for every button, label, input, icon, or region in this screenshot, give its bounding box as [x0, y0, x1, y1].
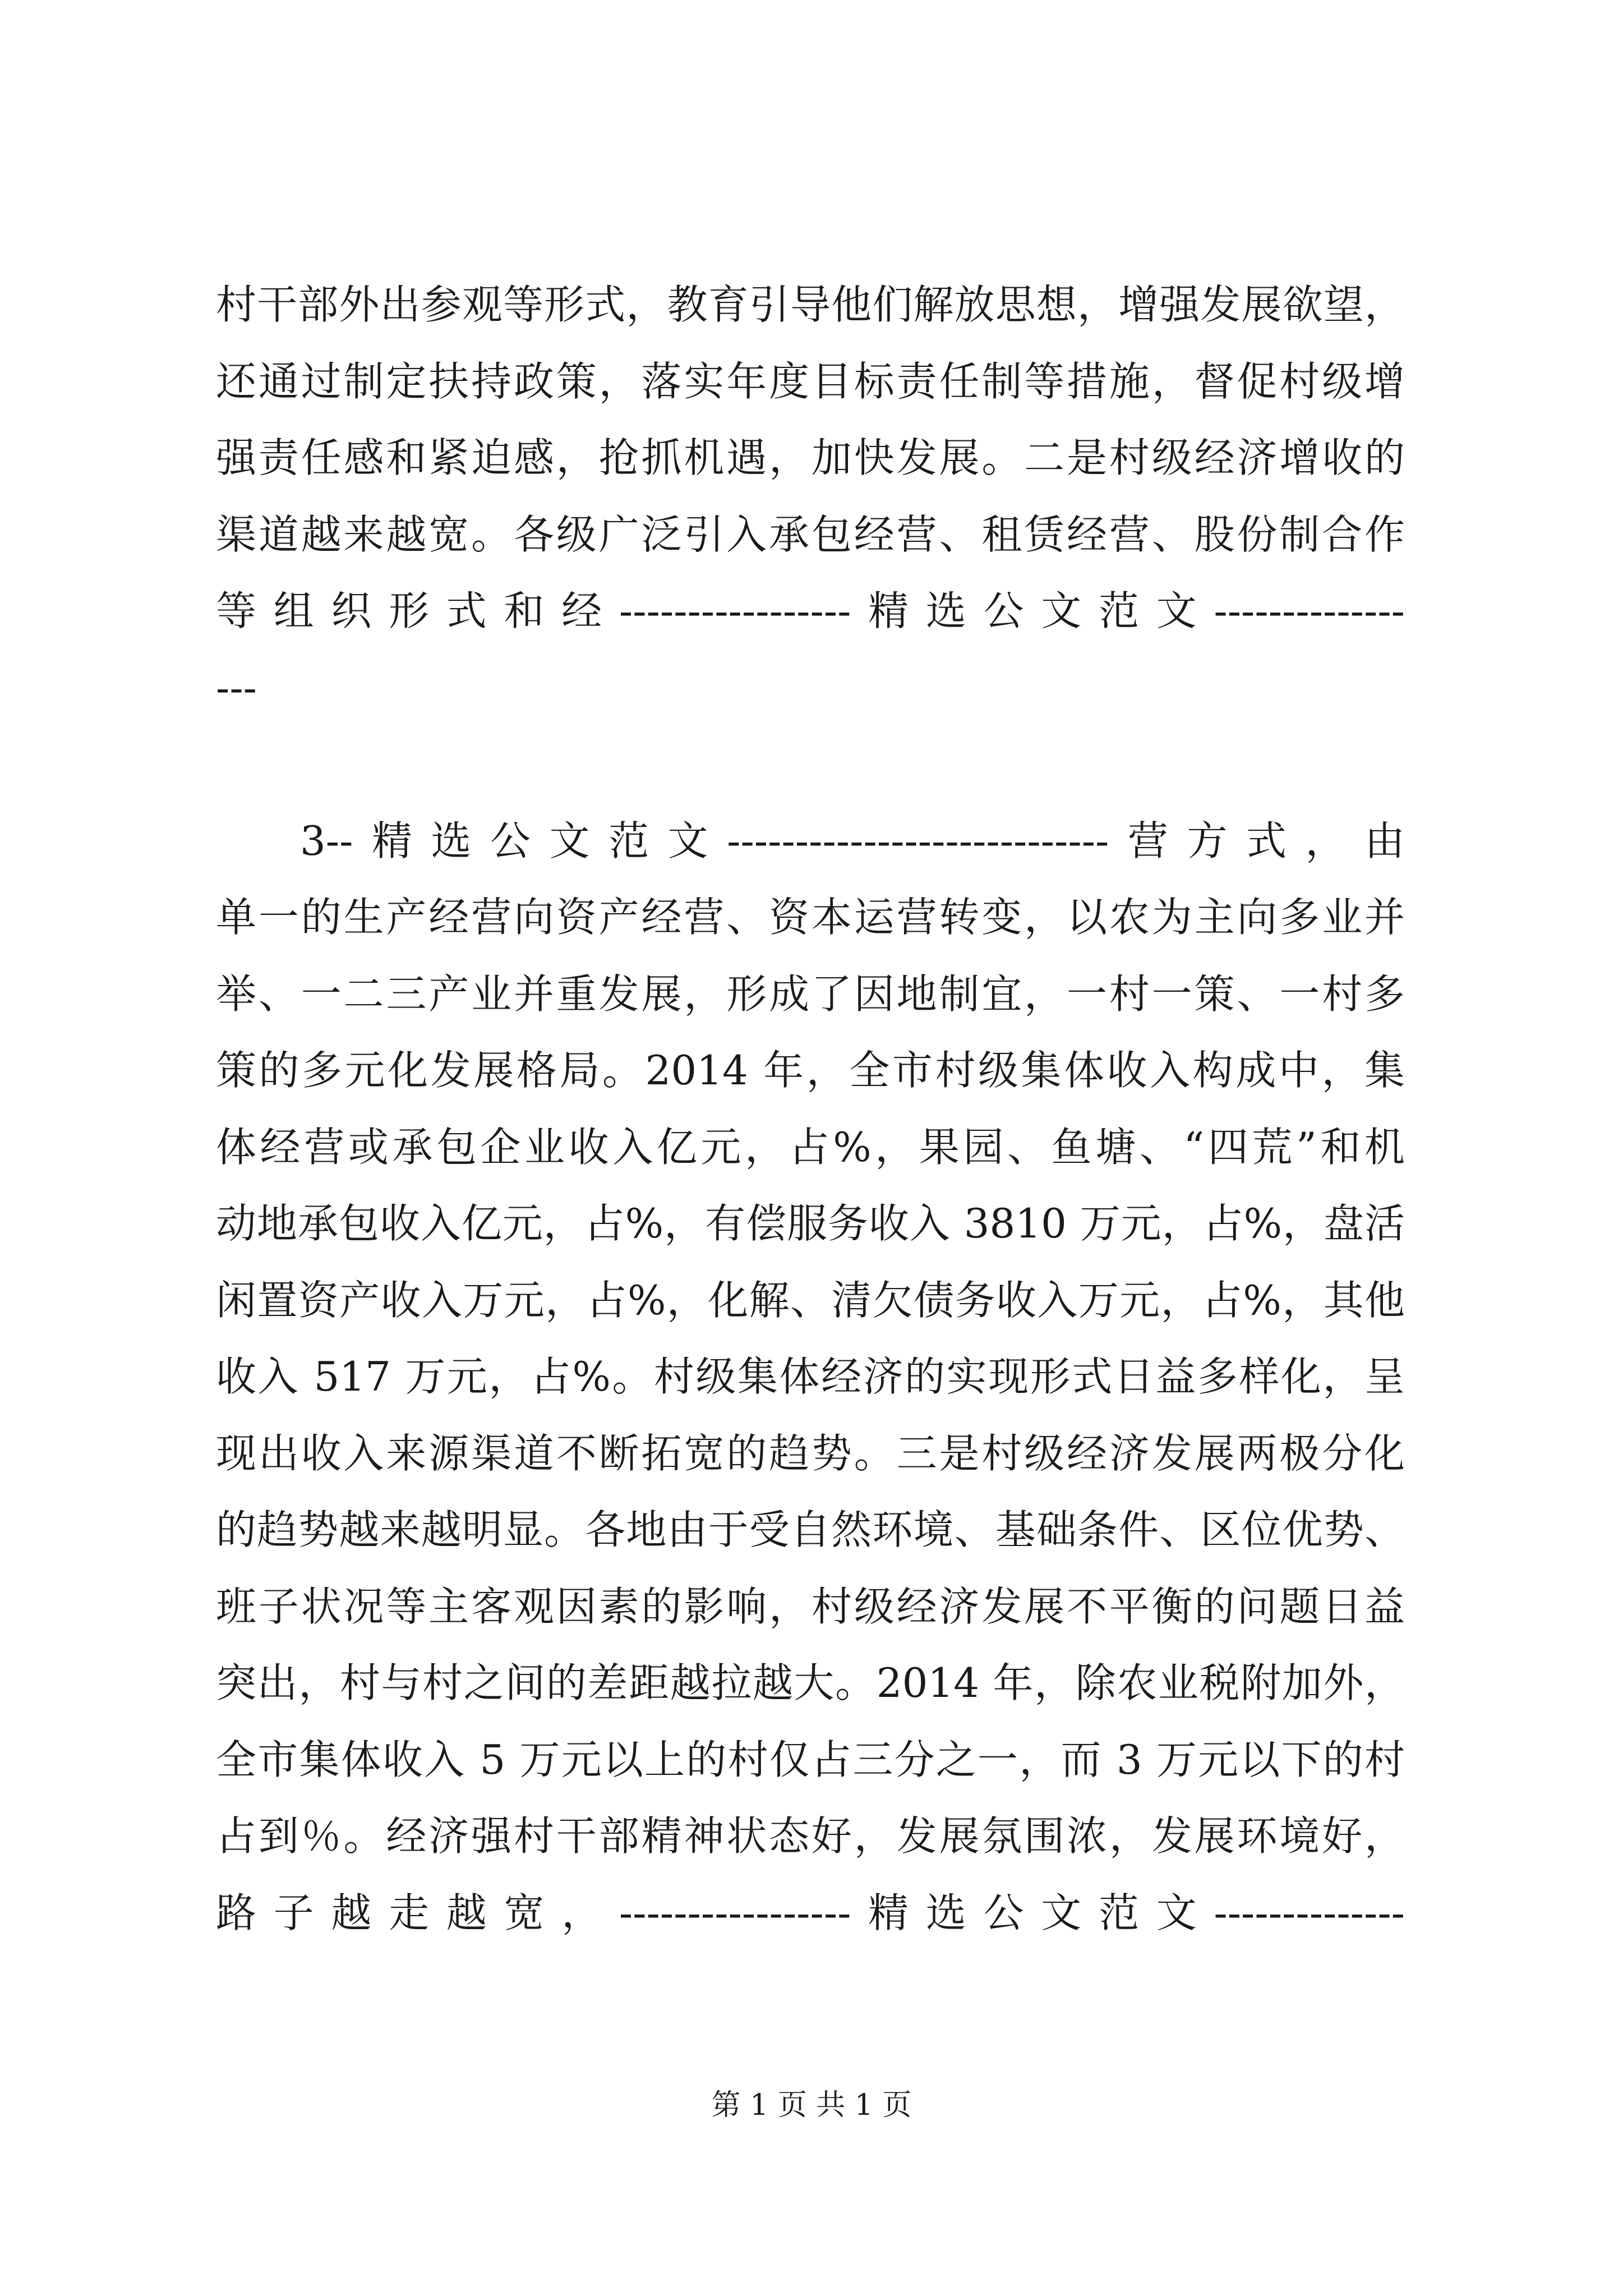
text-line: 村干部外出参观等形式，教育引导他们解放思想，增强发展欲望， — [216, 281, 1405, 328]
text-line: 班子状况等主客观因素的影响，村级经济发展不平衡的问题日益 — [216, 1582, 1405, 1630]
text-line: 动地承包收入亿元，占%，有偿服务收入 3810 万元，占%，盘活 — [216, 1200, 1405, 1247]
text-line: 举、一二三产业并重发展，形成了因地制宜，一村一策、一村多 — [216, 970, 1405, 1018]
text-line: 闲置资产收入万元，占%，化解、清欠债务收入万元，占%，其他 — [216, 1276, 1405, 1324]
paragraph-1 — [216, 266, 1405, 726]
text-line: 占到％。经济强村干部精神状态好，发展氛围浓，发展环境好， — [216, 1812, 1405, 1860]
page-footer: 第 1 页 共 1 页 — [711, 2088, 912, 2122]
text-line: 收入 517 万元，占%。村级集体经济的实现形式日益多样化，呈 — [216, 1353, 1405, 1400]
paragraph-spacer — [216, 726, 1405, 803]
text-line: --- — [216, 664, 257, 711]
text-line: 等组织形式和经-----------------精选公文范文-------------- — [216, 587, 1405, 634]
text-line: 突出，村与村之间的差距越拉越大。2014 年，除农业税附加外， — [216, 1659, 1405, 1706]
document-body — [216, 266, 1405, 1951]
text-line: 体经营或承包企业收入亿元，占%，果园、鱼塘、“四荒”和机 — [216, 1123, 1405, 1171]
text-line: 策的多元化发展格局。2014 年，全市村级集体收入构成中，集 — [216, 1047, 1405, 1094]
text-line: 单一的生产经营向资产经营、资本运营转变，以农为主向多业并 — [216, 894, 1405, 941]
text-line: 的趋势越来越明显。各地由于受自然环境、基础条件、区位优势、 — [216, 1506, 1405, 1553]
text-line: 渠道越来越宽。各级广泛引入承包经营、租赁经营、股份制合作 — [216, 510, 1405, 558]
text-line: 现出收入来源渠道不断拓宽的趋势。三是村级经济发展两极分化 — [216, 1429, 1405, 1477]
text-line: 路子越走越宽，-----------------精选公文范文-------------- — [216, 1889, 1405, 1936]
text-line: 还通过制定扶持政策，落实年度目标责任制等措施，督促村级增 — [216, 357, 1405, 405]
text-line: 3--精选公文范文----------------------------营方式，由 — [300, 817, 1405, 864]
text-line: 强责任感和紧迫感，抢抓机遇，加快发展。二是村级经济增收的 — [216, 434, 1405, 481]
paragraph-2 — [216, 803, 1405, 1952]
text-line: 全市集体收入 5 万元以上的村仅占三分之一，而 3 万元以下的村 — [216, 1736, 1405, 1783]
